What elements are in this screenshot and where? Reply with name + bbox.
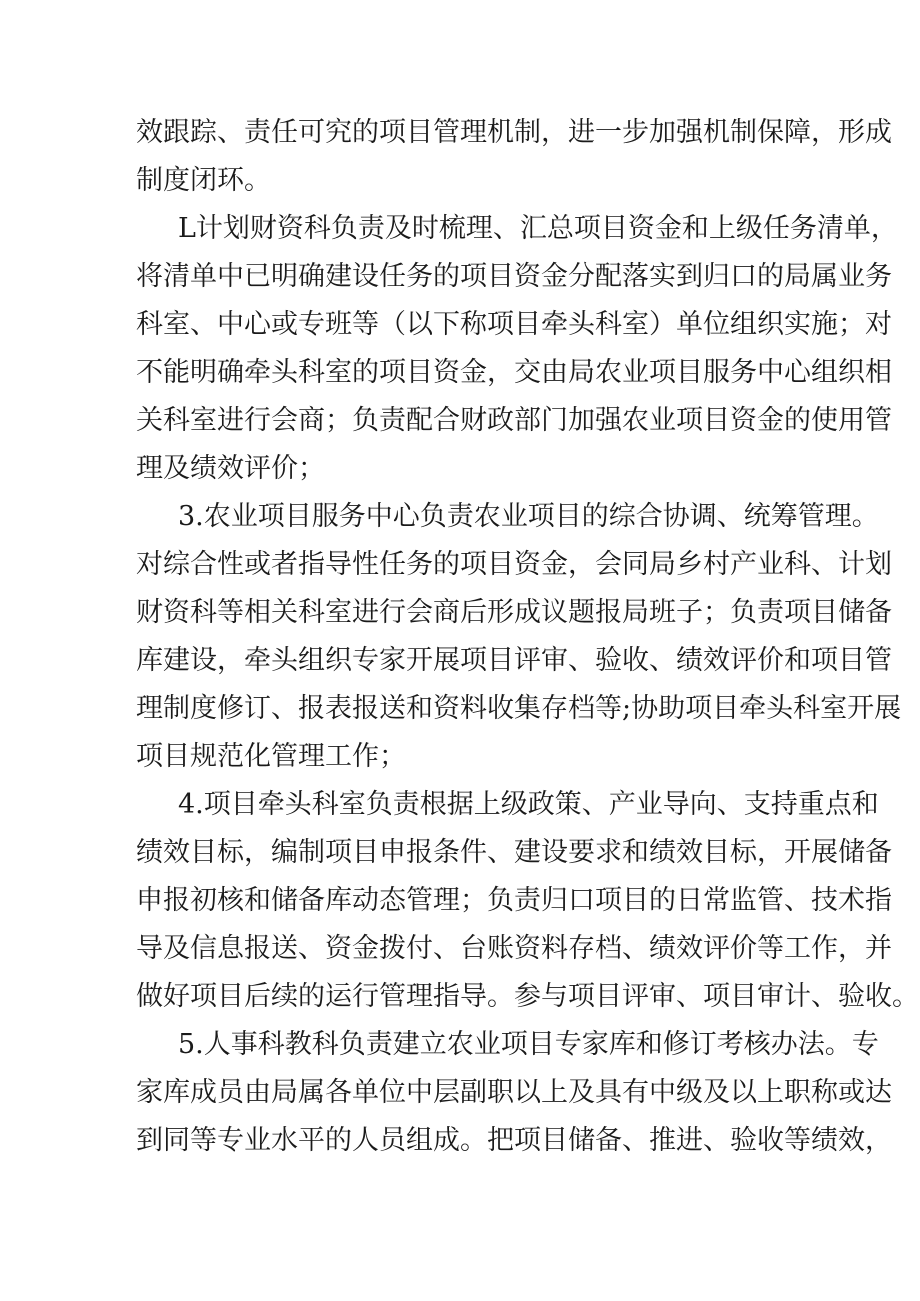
- text-line: 关科室进行会商；负责配合财政部门加强农业项目资金的使用管: [136, 405, 892, 436]
- text-line: 家库成员由局属各单位中层副职以上及具有中级及以上职称或达: [136, 1077, 892, 1108]
- text-line: L计划财资科负责及时梳理、汇总项目资金和上级任务清单，: [178, 213, 898, 244]
- text-line: 制度闭环。: [136, 165, 271, 196]
- text-line: 库建设，牵头组织专家开展项目评审、验收、绩效评价和项目管: [136, 645, 892, 676]
- text-line: 效跟踪、责任可究的项目管理机制，进一步加强机制保障，形成: [136, 117, 892, 148]
- text-line: 不能明确牵头科室的项目资金，交由局农业项目服务中心组织相: [136, 357, 892, 388]
- text-line: 项目规范化管理工作；: [136, 741, 406, 772]
- text-line: 理制度修订、报表报送和资料收集存档等;协助项目牵头科室开展: [136, 693, 902, 724]
- text-line: 财资科等相关科室进行会商后形成议题报局班子；负责项目储备: [136, 597, 892, 628]
- text-line: 申报初核和储备库动态管理；负责归口项目的日常监管、技术指: [136, 885, 892, 916]
- text-line: 将清单中已明确建设任务的项目资金分配落实到归口的局属业务: [136, 261, 892, 292]
- text-line: 对综合性或者指导性任务的项目资金，会同局乡村产业科、计划: [136, 549, 892, 580]
- text-line: 理及绩效评价；: [136, 453, 325, 484]
- text-line: 绩效目标，编制项目申报条件、建设要求和绩效目标，开展储备: [136, 837, 892, 868]
- text-line: 导及信息报送、资金拨付、台账资料存档、绩效评价等工作，并: [136, 933, 892, 964]
- text-line: 做好项目后续的运行管理指导。参与项目评审、项目审计、验收。: [136, 981, 919, 1012]
- text-line: 5.人事科教科负责建立农业项目专家库和修订考核办法。专: [178, 1029, 879, 1060]
- text-line: 科室、中心或专班等（以下称项目牵头科室）单位组织实施；对: [136, 309, 892, 340]
- text-line: 4.项目牵头科室负责根据上级政策、产业导向、支持重点和: [178, 789, 879, 820]
- text-line: 到同等专业水平的人员组成。把项目储备、推进、验收等绩效，: [136, 1125, 892, 1156]
- text-line: 3.农业项目服务中心负责农业项目的综合协调、统筹管理。: [178, 501, 879, 532]
